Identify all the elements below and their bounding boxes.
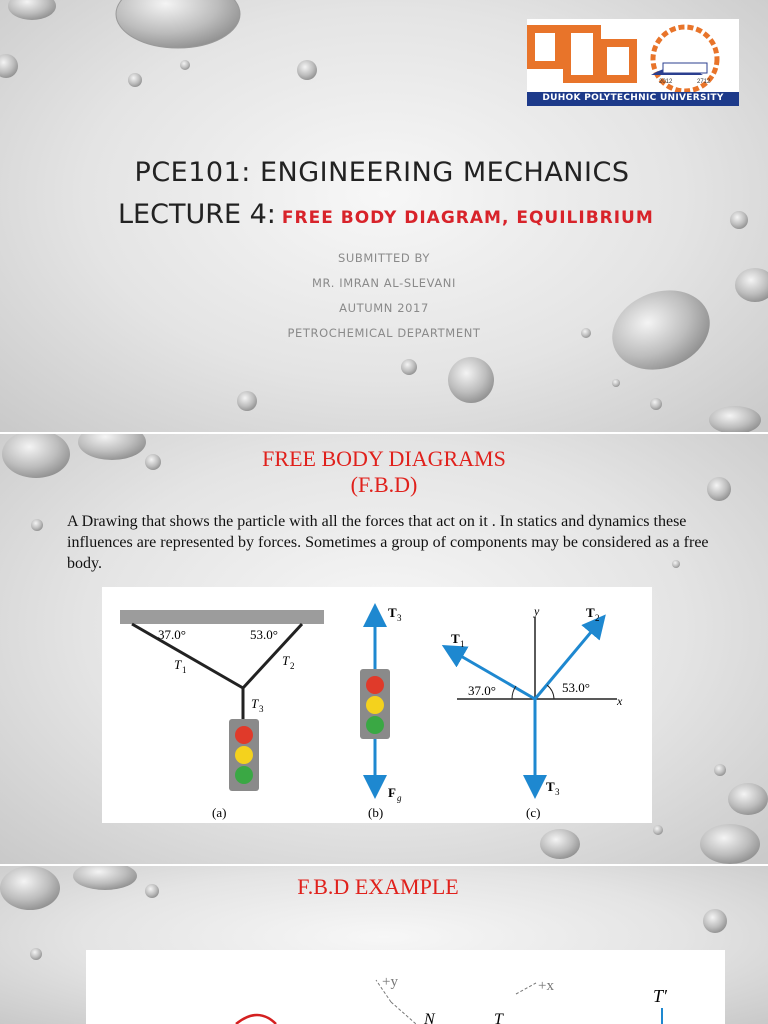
panel-c-t2: T xyxy=(586,605,595,620)
panel-b-bottom-sub: g xyxy=(397,793,402,803)
panel-a-t2-sub: 2 xyxy=(290,661,295,671)
panel-c-angle-right: 53.0° xyxy=(562,680,590,695)
panel-c-x-axis: x xyxy=(617,694,623,708)
panel-a-t2: T xyxy=(282,653,290,668)
author-name: MR. IMRAN AL-SLEVANI xyxy=(312,276,456,290)
panel-a-t1-sub: 1 xyxy=(182,665,187,675)
definition-text: A Drawing that shows the particle with all the forces that act on it . In statics and dynamics these influences are represented by forces. Sometimes a group of components may be considered as a free body. xyxy=(67,513,709,572)
panel-b-top-force: T xyxy=(388,605,397,620)
normal-force-label: N xyxy=(424,1011,435,1024)
slide-title-abbr: (F.B.D) xyxy=(350,472,418,497)
panel-c-axes xyxy=(447,617,617,793)
panel-c-t2-sub: 2 xyxy=(595,613,600,623)
panel-b-bottom-force: F xyxy=(388,785,396,800)
panel-c-angle-left: 37.0° xyxy=(468,683,496,698)
panel-a-t3: T xyxy=(251,696,259,711)
plus-x-label: +x xyxy=(538,978,554,994)
lecture-topic: FREE BODY DIAGRAM, EQUILIBRIUM xyxy=(281,208,654,228)
plus-y-label: +y xyxy=(382,974,398,990)
panel-c-t3-sub: 3 xyxy=(555,787,560,797)
fbd-example-slide xyxy=(0,866,768,1024)
panel-c-caption: (c) xyxy=(526,805,541,820)
panel-a-hanging-light xyxy=(120,610,324,791)
panel-a-angle-left: 37.0° xyxy=(158,627,186,642)
logo-year-left: 2012 xyxy=(659,79,673,85)
panel-b-top-sub: 3 xyxy=(397,613,402,623)
department: PETROCHEMICAL DEPARTMENT xyxy=(287,326,481,340)
logo-text: DUHOK POLYTECHNIC UNIVERSITY xyxy=(542,93,724,103)
tension-prime-label: T′ xyxy=(653,986,667,1006)
panel-c-t3: T xyxy=(546,779,555,794)
lecture-title xyxy=(118,199,654,230)
panel-a-t1: T xyxy=(174,657,182,672)
panel-b-caption: (b) xyxy=(368,805,384,820)
panel-c-t1-sub: 1 xyxy=(460,639,465,649)
submitted-by: SUBMITTED BY xyxy=(337,251,431,265)
term: AUTUMN 2017 xyxy=(339,301,429,315)
tension-label: T xyxy=(494,1011,503,1024)
slide-title: F.B.D EXAMPLE xyxy=(297,874,459,899)
panel-b-fbd xyxy=(360,609,390,793)
panel-a-t3-sub: 3 xyxy=(259,704,264,714)
lecture-number: LECTURE 4: xyxy=(118,199,276,230)
panel-c-t1: T xyxy=(451,631,460,646)
logo-year-right: 2712 xyxy=(697,79,711,85)
title-slide xyxy=(0,0,768,432)
course-title: PCE101: ENGINEERING MECHANICS xyxy=(134,157,630,188)
fbd-slide xyxy=(0,434,768,864)
university-logo xyxy=(527,19,739,106)
slide-title: FREE BODY DIAGRAMS xyxy=(262,446,506,471)
panel-a-angle-right: 53.0° xyxy=(250,627,278,642)
example-figure xyxy=(86,950,725,1024)
panel-a-caption: (a) xyxy=(212,805,227,820)
panel-c-y-axis: y xyxy=(534,604,540,618)
fbd-figure xyxy=(102,587,652,823)
